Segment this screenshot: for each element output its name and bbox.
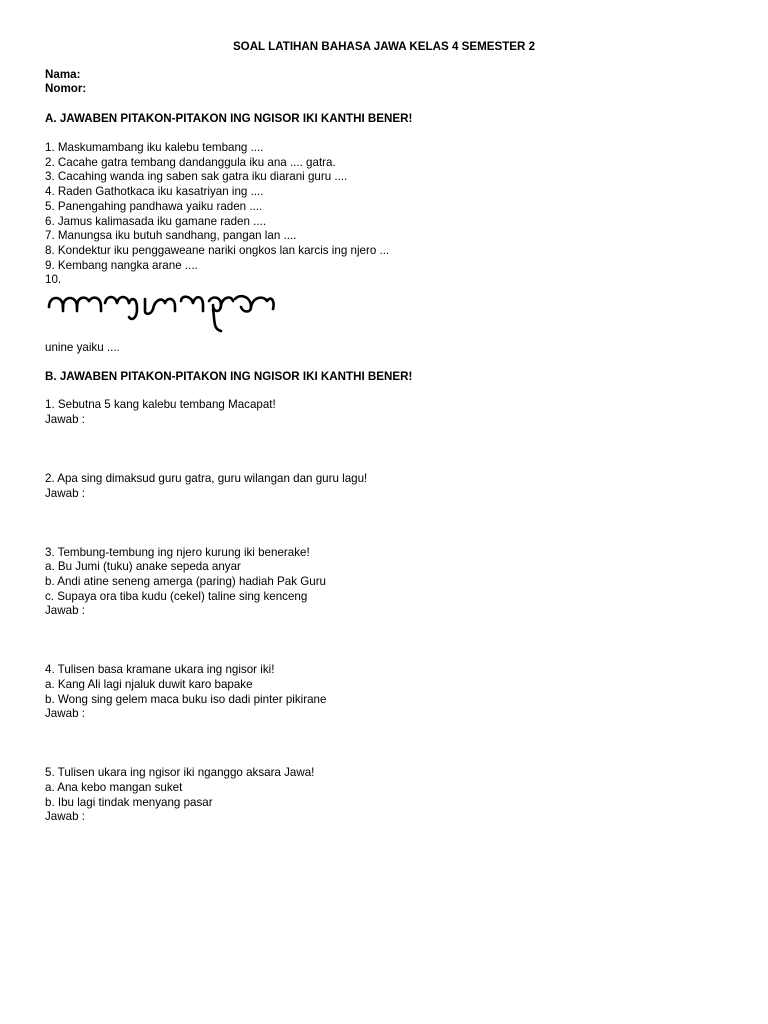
section-a-item-2: 2. Cacahe gatra tembang dandanggula iku ana .... gatra.: [45, 156, 336, 169]
section-b-question-4-b: b. Wong sing gelem maca buku iso dadi pinter pikirane: [45, 693, 327, 706]
section-b-question-3-c: c. Supaya ora tiba kudu (cekel) taline sing kenceng: [45, 590, 308, 603]
number-field-label: Nomor:: [45, 82, 87, 95]
section-a-item-3: 3. Cacahing wanda ing saben sak gatra iku diarani guru ....: [45, 170, 348, 183]
section-b-question-5-b: b. Ibu lagi tindak menyang pasar: [45, 796, 213, 809]
question-10-suffix: unine yaiku ....: [45, 341, 120, 354]
section-a-item-4: 4. Raden Gathotkaca iku kasatriyan ing ....: [45, 185, 264, 198]
section-a-item-10: 10.: [45, 273, 62, 286]
section-b-answer-label-1: Jawab :: [45, 413, 85, 426]
section-a-item-8: 8. Kondektur iku penggaweane nariki ongkos lan karcis ing njero ...: [45, 244, 390, 257]
section-a-item-7: 7. Manungsa iku butuh sandhang, pangan lan ....: [45, 229, 297, 242]
section-a-item-5: 5. Panengahing pandhawa yaiku raden ....: [45, 200, 263, 213]
section-b-heading: B. JAWABEN PITAKON-PITAKON ING NGISOR IKI KANTHI BENER!: [45, 370, 413, 383]
section-b-question-3: 3. Tembung-tembung ing njero kurung iki benerake!: [45, 546, 310, 559]
section-b-question-2: 2. Apa sing dimaksud guru gatra, guru wilangan dan guru lagu!: [45, 472, 368, 485]
section-b-question-5: 5. Tulisen ukara ing ngisor iki nganggo aksara Jawa!: [45, 766, 315, 779]
section-b-question-5-a: a. Ana kebo mangan suket: [45, 781, 183, 794]
section-b-answer-label-5: Jawab :: [45, 810, 85, 823]
section-b-question-3-b: b. Andi atine seneng amerga (paring) hadiah Pak Guru: [45, 575, 327, 588]
section-b-answer-label-3: Jawab :: [45, 604, 85, 617]
section-b-question-1: 1. Sebutna 5 kang kalebu tembang Macapat!: [45, 398, 276, 411]
section-a-item-6: 6. Jamus kalimasada iku gamane raden ....: [45, 215, 267, 228]
section-b-question-4: 4. Tulisen basa kramane ukara ing ngisor iki!: [45, 663, 275, 676]
section-a-item-9: 9. Kembang nangka arane ....: [45, 259, 198, 272]
name-field-label: Nama:: [45, 68, 81, 81]
javanese-script-image: [45, 287, 277, 337]
document-title: SOAL LATIHAN BAHASA JAWA KELAS 4 SEMESTER 2: [232, 40, 536, 53]
section-a-heading: A. JAWABEN PITAKON-PITAKON ING NGISOR IKI KANTHI BENER!: [45, 112, 413, 125]
section-b-answer-label-2: Jawab :: [45, 487, 85, 500]
section-b-question-3-a: a. Bu Jumi (tuku) anake sepeda anyar: [45, 560, 241, 573]
section-a-item-1: 1. Maskumambang iku kalebu tembang ....: [45, 141, 264, 154]
section-b-answer-label-4: Jawab :: [45, 707, 85, 720]
section-b-question-4-a: a. Kang Ali lagi njaluk duwit karo bapake: [45, 678, 253, 691]
